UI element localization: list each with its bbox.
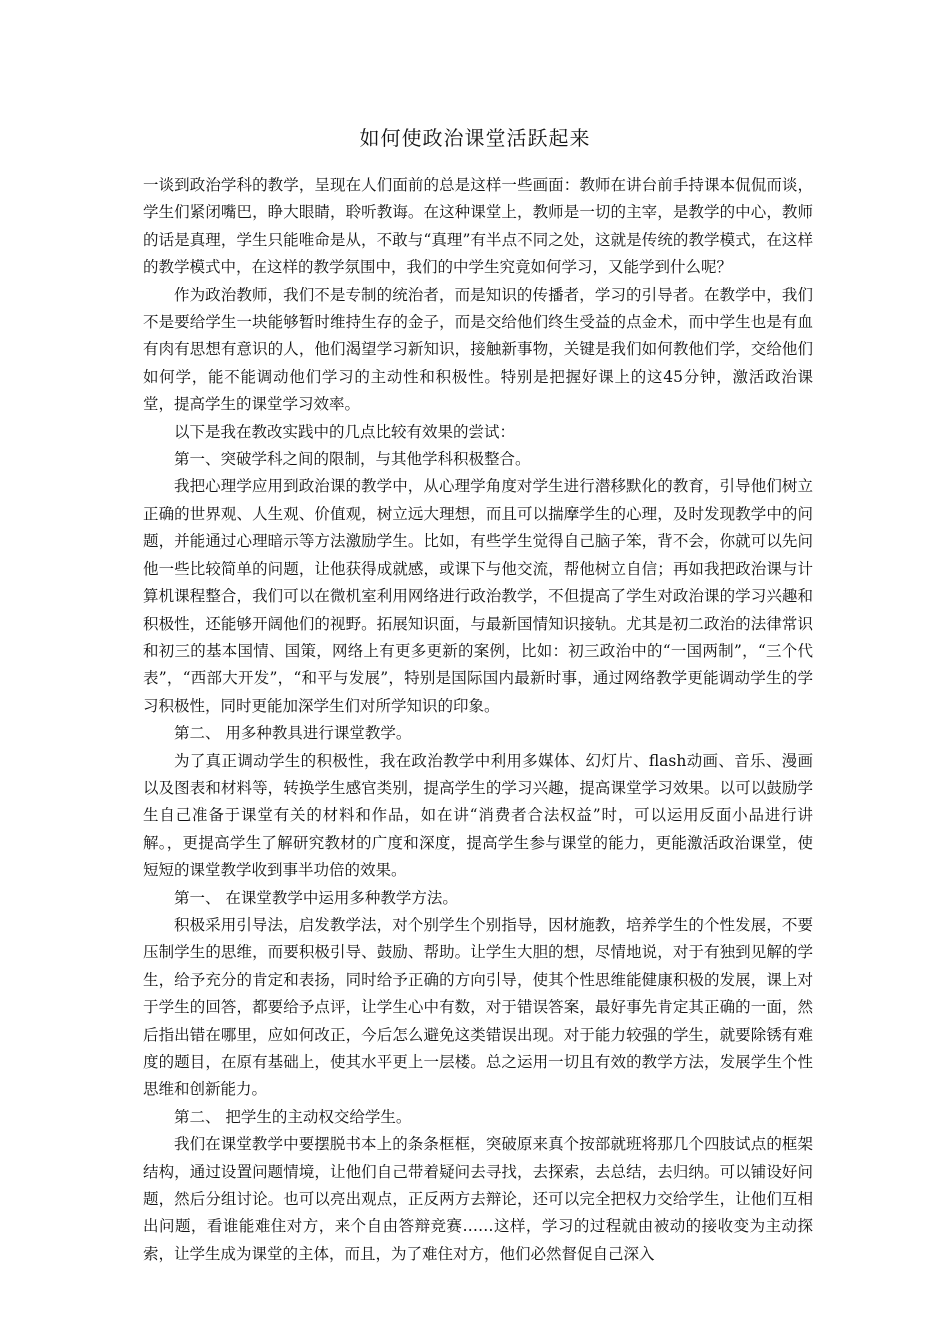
document-body	[143, 172, 813, 1268]
document-title: 如何使政治课堂活跃起来	[359, 126, 591, 150]
paragraph-student-initiative: 我们在课堂教学中要摆脱书本上的条条框框，突破原来真个按部就班将那几个四肢试点的框架结构，通过设置问题情境，让他们自己带着疑问去寻找，去探索，去总结，去归纳。可以铺设好问题，然后分组讨论。也可以亮出观点，正反两方去辩论，还可以完全把权力交给学生，让他们互相出问题，看谁能难住对方，来个自由答辩竞赛……这样，学习的过程就由被动的接收变为主动探索，让学生成为课堂的主体，而且，为了难住对方，他们必然督促自己深入	[143, 1135, 813, 1263]
paragraph-teacher-role: 作为政治教师，我们不是专制的统治者，而是知识的传播者，学习的引导者。在教学中，我们不是要给学生一块能够暂时维持生存的金子，而是交给他们终生受益的点金术，而中学生也是有血有肉有思想有意识的人，他们渴望学习新知识，接触新事物，关键是我们如何教他们学，交给他们如何学，能不能调动他们学习的主动性和积极性。特别是把握好课上的这45分钟，激活政治课堂，提高学生的课堂学习效率。	[143, 285, 813, 414]
heading-first-methods: 第一、 在课堂教学中运用多种教学方法。	[174, 888, 458, 907]
heading-second-teaching-aids: 第二、 用多种教具进行课堂教学。	[174, 724, 412, 743]
heading-first-integration: 第一、突破学科之间的限制，与其他学科积极整合。	[174, 450, 531, 469]
paragraph-multimedia: 为了真正调动学生的积极性，我在政治教学中利用多媒体、幻灯片、flash动画、音乐、漫画以及图表和材料等，转换学生感官类别，提高学生的学习兴趣，提高课堂学习效果。以可以鼓励学生自己准备于课堂有关的材料和作品，如在讲“消费者合法权益”时，可以运用反面小品进行讲解。，更提高学生了解研究教材的广度和深度，提高学生参与课堂的能力，更能激活政治课堂，使短短的课堂教学收到事半功倍的效果。	[143, 751, 813, 880]
paragraph-intro: 一谈到政治学科的教学，呈现在人们面前的总是这样一些画面：教师在讲台前手持课本侃侃而谈，学生们紧闭嘴巴，睁大眼睛，聆听教诲。在这种课堂上，教师是一切的主宰，是教学的中心，教师的话是真理，学生只能唯命是从，不敢与“真理”有半点不同之处，这就是传统的教学模式，在这样的教学模式中，在这样的教学氛围中，我们的中学生究竟如何学习，又能学到什么呢？	[143, 176, 813, 277]
paragraph-psychology-computer: 我把心理学应用到政治课的教学中，从心理学角度对学生进行潜移默化的教育，引导他们树立正确的世界观、人生观、价值观，树立远大理想，而且可以揣摩学生的心理，及时发现教学中的问题，并能通过心理暗示等方法激励学生。比如，有些学生觉得自己脑子笨，背不会，你就可以先问他一些比较简单的问题，让他获得成就感，或课下与他交流，帮他树立自信；再如我把政治课与计算机课程整合，我们可以在微机室利用网络进行政治教学，不但提高了学生对政治课的学习兴趣和积极性，还能够开阔他们的视野。拓展知识面，与最新国情知识接轨。尤其是初二政治的法律常识和初三的基本国情、国策，网络上有更多更新的案例，比如：初三政治中的“一国两制”，“三个代表”，“西部大开发”，“和平与发展”，特别是国际国内最新时事，通过网络教学更能调动学生的学习积极性，同时更能加深学生们对所学知识的印象。	[143, 477, 813, 715]
paragraph-attempts-intro: 以下是我在教改实践中的几点比较有效果的尝试：	[174, 422, 516, 441]
heading-second-initiative: 第二、 把学生的主动权交给学生。	[174, 1107, 412, 1126]
paragraph-guidance-methods: 积极采用引导法，启发教学法，对个别学生个别指导，因材施教，培养学生的个性发展，不要压制学生的思维，而要积极引导、鼓励、帮助。让学生大胆的想，尽情地说，对于有独到见解的学生，给予充分的肯定和表扬，同时给予正确的方向引导，使其个性思维能健康积极的发展，课上对于学生的回答，都要给予点评，让学生心中有数，对于错误答案，最好事先肯定其正确的一面，然后指出错在哪里，应如何改正，今后怎么避免这类错误出现。对于能力较强的学生，就要除锈有难度的题目，在原有基础上，使其水平更上一层楼。总之运用一切且有效的教学方法，发展学生个性思维和创新能力。	[143, 915, 813, 1099]
